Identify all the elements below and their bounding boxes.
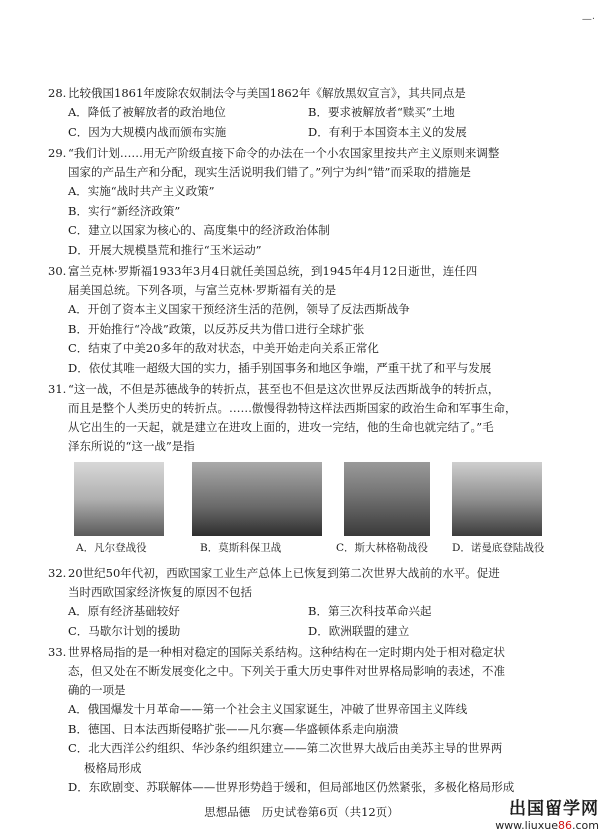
question-stem-text: 而且是整个人类历史的转折点。……傲慢得勃特这样法西斯国家的政治生命和军事生命， <box>68 401 517 415</box>
answer-option: C．因为大规模内战而颁布实施 <box>68 124 227 139</box>
answer-option: A．实施“战时共产主义政策” <box>68 184 215 198</box>
answer-option: C．马歇尔计划的援助 <box>68 623 181 638</box>
answer-option: B．要求被解放者“赎买”土地 <box>308 105 455 119</box>
answer-option: D．依仗其唯一超级大国的实力，插手别国事务和地区争端，严重干扰了和平与发展 <box>68 360 492 375</box>
question-stem-line <box>48 583 568 602</box>
question-number: 29. <box>48 146 67 160</box>
photo-caption: C．斯大林格勒战役 <box>336 542 429 554</box>
answer-option: A．开创了资本主义国家干预经济生活的范例，领导了反法西斯战争 <box>68 302 410 316</box>
question-stem-text: 世界格局指的是一种相对稳定的国际关系结构。这种结构在一定时期内处于相对稳定状 <box>68 645 505 659</box>
corner-mark: —· <box>581 14 595 25</box>
answer-option: B．第三次科技革命兴起 <box>308 604 432 618</box>
question-stem-line <box>48 643 568 662</box>
photo-caption: D．诺曼底登陆战役 <box>452 542 545 554</box>
question-number: 31. <box>48 382 67 396</box>
watermark-logo <box>495 794 599 832</box>
answer-option: C．结束了中美20多年的敌对状态，中美开始走向关系正常化 <box>68 341 379 355</box>
option-row <box>48 123 568 143</box>
question-stem-text: “这一战，不但是苏德战争的转折点，甚至也不但是这次世界反法西斯战争的转折点， <box>68 382 500 396</box>
question-4 <box>48 564 568 643</box>
page-footer: 思想品德 历史试卷第6页（共12页） <box>204 805 399 819</box>
question-2 <box>48 262 568 380</box>
answer-option: B．开始推行“冷战”政策，以反苏反共为借口进行全球扩张 <box>68 321 365 336</box>
photo-caption: A．凡尔登战役 <box>76 542 147 554</box>
question-0 <box>48 84 568 144</box>
question-5 <box>48 643 568 800</box>
option-row <box>48 103 568 123</box>
answer-option: B．实行“新经济政策” <box>68 203 181 218</box>
answer-option: A．降低了被解放者的政治地位 <box>68 105 226 119</box>
question-stem-text: 泽东所说的“这一战”是指 <box>68 439 195 453</box>
question-1 <box>48 144 568 262</box>
answer-option: C．北大西洋公约组织、华沙条约组织建立——第二次世界大战后由美苏主导的世界两 <box>68 741 503 755</box>
answer-option: A．原有经济基础较好 <box>68 604 180 618</box>
answer-option: D．开展大规模垦荒和推行“玉米运动” <box>68 242 262 257</box>
answer-option: 极格局形成 <box>84 760 142 775</box>
question-stem-line <box>48 437 568 456</box>
option-row <box>48 602 568 622</box>
question-number: 32. <box>48 566 67 580</box>
question-number: 33. <box>48 645 67 659</box>
question-stem-line <box>48 84 568 103</box>
question-stem-line <box>48 662 568 681</box>
question-stem-text: “我们计划……用无产阶级直接下命令的办法在一个小农国家里按共产主义原则来调整 <box>68 146 500 160</box>
question-stem-text: 国家的产品生产和分配，现实生活说明我们错了。”列宁为纠“错”而采取的措施是 <box>68 165 471 179</box>
historical-photo <box>452 462 542 536</box>
question-stem-line <box>48 144 568 163</box>
question-stem-line <box>48 262 568 281</box>
question-3 <box>48 380 568 564</box>
answer-option: C．建立以国家为核心的、高度集中的经济政治体制 <box>68 223 330 237</box>
historical-photo <box>74 462 164 536</box>
question-stem-line <box>48 163 568 182</box>
answer-option: B．德国、日本法西斯侵略扩张——凡尔赛—华盛顿体系走向崩溃 <box>68 721 399 736</box>
question-number: 30. <box>48 264 67 278</box>
question-stem-line <box>48 564 568 583</box>
answer-option: D．有利于本国资本主义的发展 <box>308 124 467 139</box>
photo-options <box>68 462 568 560</box>
question-stem-text: 当时西欧国家经济恢复的原因不包括 <box>68 585 252 599</box>
question-stem-line <box>48 681 568 700</box>
question-stem-line <box>48 399 568 418</box>
question-stem-line <box>48 380 568 399</box>
question-stem-text: 届美国总统。下列各项，与富兰克林·罗斯福有关的是 <box>68 283 337 297</box>
answer-option: D．欧洲联盟的建立 <box>308 623 410 638</box>
question-number: 28. <box>48 86 67 100</box>
question-stem-text: 态，但又处在不断发展变化之中。下列关于重大历史事件对世界格局影响的表述，不准 <box>68 664 505 678</box>
photo-caption: B．莫斯科保卫战 <box>200 542 282 554</box>
watermark-site-name: 出国留学网 <box>509 799 599 819</box>
watermark-url: www.liuxue86.com <box>495 819 599 832</box>
option-row <box>48 622 568 642</box>
answer-option: D．东欧剧变、苏联解体——世界形势趋于缓和，但局部地区仍然紧张，多极化格局形成 <box>68 780 515 794</box>
question-stem-line <box>48 418 568 437</box>
question-stem-text: 比较俄国1861年废除农奴制法令与美国1862年《解放黑奴宣言》，其共同点是 <box>68 86 466 100</box>
question-stem-text: 确的一项是 <box>68 683 126 697</box>
question-stem-text: 富兰克林·罗斯福1933年3月4日就任美国总统，到1945年4月12日逝世，连任四 <box>68 264 478 278</box>
question-stem-line <box>48 281 568 300</box>
question-stem-text: 20世纪50年代初，西欧国家工业生产总体上已恢复到第二次世界大战前的水平。促进 <box>68 566 500 580</box>
question-stem-text: 从它出生的一天起，就是建立在进攻上面的，进攻一完结，他的生命也就完结了。”毛 <box>68 420 494 434</box>
question-list <box>48 84 568 800</box>
historical-photo <box>192 462 322 536</box>
answer-option: A．俄国爆发十月革命——第一个社会主义国家诞生，冲破了世界帝国主义阵线 <box>68 702 468 716</box>
historical-photo <box>344 462 430 536</box>
